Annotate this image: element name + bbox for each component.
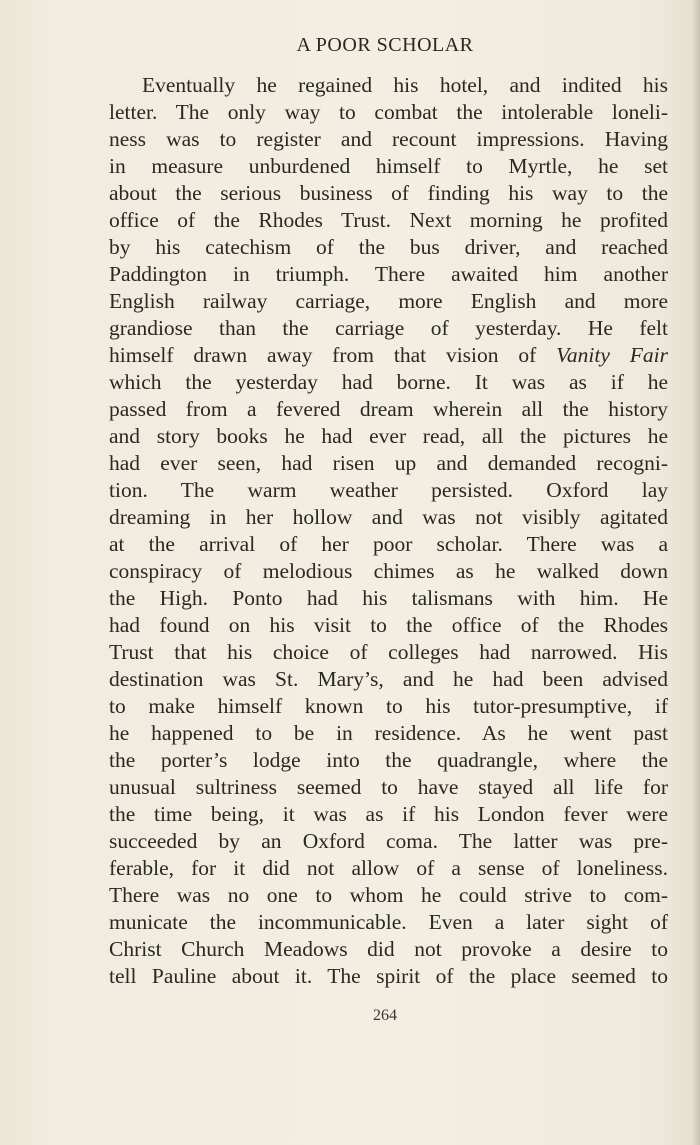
text-line-8: Paddington in triumph. There awaited him another bbox=[109, 262, 668, 286]
text-line-4: in measure unburdened himself to Myrtle, he set bbox=[109, 154, 668, 178]
text-line-12: which the yesterday had borne. It was as if he bbox=[109, 370, 668, 394]
text-line-19: conspiracy of melodious chimes as he walked down bbox=[109, 559, 668, 583]
text-line-24: to make himself known to his tutor-presumptive, if bbox=[109, 694, 668, 718]
text-line-29: succeeded by an Oxford coma. The latter was pre- bbox=[109, 829, 668, 853]
text-line-25: he happened to be in residence. As he went past bbox=[109, 721, 668, 745]
page-number: 264 bbox=[373, 1007, 397, 1024]
text-line-9: English railway carriage, more English and more bbox=[109, 289, 668, 313]
text-line-1: Eventually he regained his hotel, and indited his bbox=[142, 73, 668, 97]
text-line-28: the time being, it was as if his London fever were bbox=[109, 802, 668, 826]
text-line-27: unusual sultriness seemed to have stayed all life for bbox=[109, 775, 668, 799]
text-line-17: dreaming in her hollow and was not visibly agitated bbox=[109, 505, 668, 529]
text-line-23: destination was St. Mary’s, and he had been advised bbox=[109, 667, 668, 691]
text-line-7: by his catechism of the bus driver, and reached bbox=[109, 235, 668, 259]
page-edge-shadow bbox=[692, 0, 700, 1145]
text-line-26: the porter’s lodge into the quadrangle, where the bbox=[109, 748, 668, 772]
italic-title: Vanity Fair bbox=[556, 343, 668, 367]
text-line-20: the High. Ponto had his talismans with him. He bbox=[109, 586, 668, 610]
text-line-6: office of the Rhodes Trust. Next morning he profited bbox=[109, 208, 668, 232]
text-line-11 bbox=[109, 342, 668, 369]
text-line-30: ferable, for it did not allow of a sense of loneliness. bbox=[109, 856, 668, 880]
text-line-14: and story books he had ever read, all the pictures he bbox=[109, 424, 668, 448]
text-line-15: had ever seen, had risen up and demanded recogni- bbox=[109, 451, 668, 475]
text-line-2: letter. The only way to combat the intolerable loneli- bbox=[109, 100, 668, 124]
running-head: A POOR SCHOLAR bbox=[296, 34, 474, 56]
text-line-32: municate the incommunicable. Even a later sight of bbox=[109, 910, 668, 934]
text-line-11-start: himself drawn away from that vision of bbox=[109, 343, 557, 367]
text-line-18: at the arrival of her poor scholar. There was a bbox=[109, 532, 668, 556]
text-line-3: ness was to register and recount impressions. Having bbox=[109, 127, 668, 151]
text-line-5: about the serious business of finding his way to the bbox=[109, 181, 668, 205]
text-line-34: tell Pauline about it. The spirit of the place seemed to bbox=[109, 964, 668, 988]
text-line-16: tion. The warm weather persisted. Oxford lay bbox=[109, 478, 668, 502]
text-line-22: Trust that his choice of colleges had narrowed. His bbox=[109, 640, 668, 664]
text-line-21: had found on his visit to the office of the Rhodes bbox=[109, 613, 668, 637]
text-line-31: There was no one to whom he could strive to com- bbox=[109, 883, 668, 907]
text-line-13: passed from a fevered dream wherein all the history bbox=[109, 397, 668, 421]
body-text bbox=[109, 72, 668, 990]
text-line-33: Christ Church Meadows did not provoke a desire to bbox=[109, 937, 668, 961]
text-line-10: grandiose than the carriage of yesterday. He felt bbox=[109, 316, 668, 340]
